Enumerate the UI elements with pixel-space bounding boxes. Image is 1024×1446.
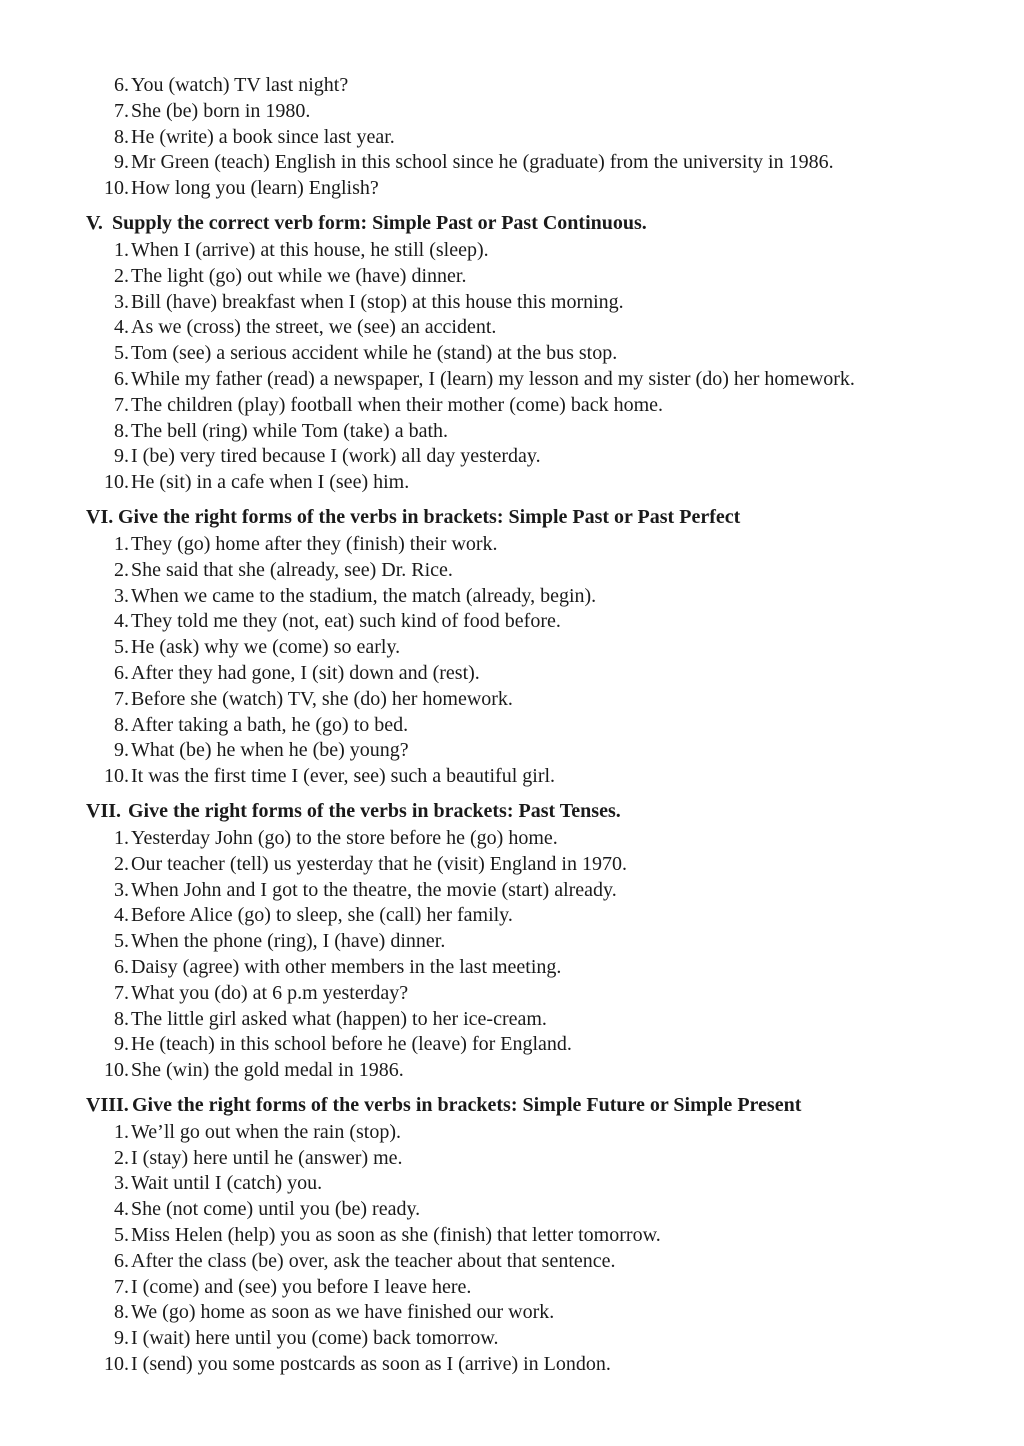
item-number: 5.	[114, 1224, 129, 1247]
item-sentence: Mr Green (teach) English in this school since he (graduate) from the university in 1986.	[131, 151, 834, 174]
item-sentence: Before Alice (go) to sleep, she (call) her family.	[131, 904, 513, 927]
exercise-item	[0, 1351, 1024, 1377]
item-number: 10.	[104, 177, 129, 200]
item-number: 8.	[114, 713, 129, 736]
exercise-item	[0, 608, 1024, 634]
intro-exercise-list	[0, 72, 1024, 201]
item-sentence: He (teach) in this school before he (leave) for England.	[131, 1033, 572, 1056]
item-number: 4.	[114, 316, 129, 339]
section-item-list	[0, 825, 1024, 1083]
exercise-item	[0, 737, 1024, 763]
item-sentence: He (sit) in a cafe when I (see) him.	[131, 471, 410, 494]
exercise-item	[0, 902, 1024, 928]
item-sentence: You (watch) TV last night?	[131, 74, 349, 96]
section-heading	[0, 797, 1024, 825]
exercise-item	[0, 1299, 1024, 1325]
section-number: VIII.	[86, 1093, 129, 1116]
exercise-item	[0, 124, 1024, 150]
exercise-item	[0, 98, 1024, 124]
exercise-item	[0, 1145, 1024, 1171]
item-number: 2.	[114, 1146, 129, 1169]
exercise-item	[0, 1170, 1024, 1196]
item-number: 5.	[114, 636, 129, 659]
section-number: V.	[86, 211, 103, 234]
item-sentence: I (be) very tired because I (work) all day yesterday.	[131, 445, 541, 468]
item-sentence: Wait until I (catch) you.	[131, 1172, 323, 1195]
item-number: 10.	[104, 765, 129, 788]
exercise-item	[0, 1031, 1024, 1057]
exercise-item	[0, 418, 1024, 444]
item-sentence: The bell (ring) while Tom (take) a bath.	[131, 419, 449, 442]
item-number: 4.	[114, 904, 129, 927]
item-sentence: After taking a bath, he (go) to bed.	[131, 713, 409, 736]
item-sentence: They (go) home after they (finish) their work.	[131, 532, 498, 555]
item-sentence: We (go) home as soon as we have finished our work.	[131, 1301, 555, 1324]
item-sentence: Before she (watch) TV, she (do) her homework.	[131, 687, 513, 710]
item-number: 4.	[114, 1198, 129, 1221]
exercise-item	[0, 1196, 1024, 1222]
item-sentence: When I (arrive) at this house, he still (sleep).	[131, 238, 489, 261]
exercise-item	[0, 1274, 1024, 1300]
item-sentence: After the class (be) over, ask the teacher about that sentence.	[131, 1249, 616, 1272]
item-sentence: She said that she (already, see) Dr. Rice.	[131, 558, 453, 581]
item-sentence: Yesterday John (go) to the store before he (go) home.	[131, 826, 558, 849]
item-number: 9.	[114, 445, 129, 468]
exercise-item	[0, 1325, 1024, 1351]
item-sentence: He (ask) why we (come) so early.	[131, 636, 401, 659]
exercise-item	[0, 366, 1024, 392]
item-sentence: As we (cross) the street, we (see) an accident.	[131, 316, 497, 339]
exercise-item	[0, 1119, 1024, 1145]
item-number: 3.	[114, 1172, 129, 1195]
exercise-item	[0, 72, 1024, 98]
item-sentence: I (send) you some postcards as soon as I (arrive) in London.	[131, 1353, 611, 1376]
item-number: 6.	[114, 1249, 129, 1272]
item-sentence: I (come) and (see) you before I leave here.	[131, 1275, 472, 1298]
item-number: 5.	[114, 930, 129, 953]
exercise-item	[0, 1006, 1024, 1032]
exercise-item	[0, 175, 1024, 201]
exercise-item	[0, 686, 1024, 712]
item-number: 10.	[104, 1059, 129, 1082]
exercise-item	[0, 851, 1024, 877]
item-number: 1.	[114, 238, 129, 261]
section-instruction: Give the right forms of the verbs in brackets: Past Tenses.	[128, 799, 621, 822]
exercise-item	[0, 340, 1024, 366]
section-instruction: Give the right forms of the verbs in brackets: Simple Future or Simple Present	[132, 1093, 802, 1116]
exercise-item	[0, 443, 1024, 469]
item-sentence: It was the first time I (ever, see) such a beautiful girl.	[131, 765, 556, 788]
item-number: 8.	[114, 125, 129, 148]
item-sentence: She (be) born in 1980.	[131, 99, 311, 122]
item-sentence: Our teacher (tell) us yesterday that he (visit) England in 1970.	[131, 852, 627, 875]
item-number: 9.	[114, 739, 129, 762]
item-number: 1.	[114, 1120, 129, 1143]
item-number: 7.	[114, 981, 129, 1004]
exercise-item	[0, 825, 1024, 851]
item-sentence: The children (play) football when their mother (come) back home.	[131, 393, 664, 416]
exercise-item	[0, 289, 1024, 315]
item-sentence: I (wait) here until you (come) back tomorrow.	[131, 1327, 499, 1350]
item-sentence: She (not come) until you (be) ready.	[131, 1198, 421, 1221]
section-item-list	[0, 237, 1024, 495]
exercise-item	[0, 928, 1024, 954]
item-number: 5.	[114, 342, 129, 365]
item-number: 7.	[114, 687, 129, 710]
item-number: 9.	[114, 1033, 129, 1056]
item-number: 1.	[114, 826, 129, 849]
exercise-item	[0, 980, 1024, 1006]
section-number: VII.	[86, 799, 122, 822]
exercise-item	[0, 1222, 1024, 1248]
item-sentence: When the phone (ring), I (have) dinner.	[131, 930, 446, 953]
exercise-item	[0, 763, 1024, 789]
exercise-item	[0, 237, 1024, 263]
section-item-list	[0, 1119, 1024, 1377]
item-number: 6.	[114, 955, 129, 978]
item-sentence: We’ll go out when the rain (stop).	[131, 1120, 401, 1143]
item-number: 6.	[114, 661, 129, 684]
item-number: 7.	[114, 1275, 129, 1298]
item-number: 8.	[114, 419, 129, 442]
exercise-item	[0, 149, 1024, 175]
item-number: 8.	[114, 1007, 129, 1030]
item-number: 9.	[114, 151, 129, 174]
item-number: 6.	[114, 367, 129, 390]
exercise-section	[0, 1091, 1024, 1377]
exercise-section	[0, 503, 1024, 789]
item-sentence: I (stay) here until he (answer) me.	[131, 1146, 403, 1169]
exercise-sections	[0, 209, 1024, 1377]
item-sentence: What (be) he when he (be) young?	[131, 739, 409, 762]
item-sentence: They told me they (not, eat) such kind of food before.	[131, 610, 561, 633]
item-number: 3.	[114, 290, 129, 313]
item-sentence: The light (go) out while we (have) dinner.	[131, 264, 467, 287]
item-number: 2.	[114, 264, 129, 287]
item-number: 10.	[104, 471, 129, 494]
exercise-section	[0, 797, 1024, 1083]
item-number: 3.	[114, 878, 129, 901]
exercise-item	[0, 392, 1024, 418]
item-sentence: She (win) the gold medal in 1986.	[131, 1059, 404, 1082]
item-sentence: Daisy (agree) with other members in the last meeting.	[131, 955, 562, 978]
item-number: 2.	[114, 558, 129, 581]
item-number: 6.	[114, 74, 129, 96]
exercise-section	[0, 209, 1024, 495]
item-sentence: He (write) a book since last year.	[131, 125, 395, 148]
exercise-item	[0, 557, 1024, 583]
item-number: 3.	[114, 584, 129, 607]
item-sentence: While my father (read) a newspaper, I (learn) my lesson and my sister (do) her homework.	[131, 367, 855, 390]
section-instruction: Give the right forms of the verbs in brackets: Simple Past or Past Perfect	[118, 505, 741, 528]
section-instruction: Supply the correct verb form: Simple Past or Past Continuous.	[112, 211, 647, 234]
section-number: VI.	[86, 505, 114, 528]
item-number: 4.	[114, 610, 129, 633]
section-item-list	[0, 531, 1024, 789]
item-sentence: Bill (have) breakfast when I (stop) at this house this morning.	[131, 290, 624, 313]
item-sentence: Tom (see) a serious accident while he (stand) at the bus stop.	[131, 342, 618, 365]
item-number: 10.	[104, 1353, 129, 1376]
item-sentence: When John and I got to the theatre, the movie (start) already.	[131, 878, 617, 901]
item-sentence: When we came to the stadium, the match (already, begin).	[131, 584, 597, 607]
exercise-item	[0, 314, 1024, 340]
item-sentence: What you (do) at 6 p.m yesterday?	[131, 981, 409, 1004]
exercise-item	[0, 634, 1024, 660]
worksheet-document	[0, 72, 1024, 1377]
exercise-item	[0, 877, 1024, 903]
item-sentence: How long you (learn) English?	[131, 177, 379, 200]
item-number: 8.	[114, 1301, 129, 1324]
item-number: 7.	[114, 393, 129, 416]
exercise-item	[0, 1057, 1024, 1083]
exercise-item	[0, 954, 1024, 980]
section-heading	[0, 209, 1024, 237]
section-heading	[0, 503, 1024, 531]
exercise-item	[0, 660, 1024, 686]
section-heading	[0, 1091, 1024, 1119]
item-number: 2.	[114, 852, 129, 875]
item-number: 7.	[114, 99, 129, 122]
exercise-item	[0, 531, 1024, 557]
exercise-item	[0, 712, 1024, 738]
item-number: 9.	[114, 1327, 129, 1350]
exercise-item	[0, 1248, 1024, 1274]
exercise-item	[0, 469, 1024, 495]
item-sentence: Miss Helen (help) you as soon as she (finish) that letter tomorrow.	[131, 1224, 661, 1247]
item-sentence: The little girl asked what (happen) to her ice-cream.	[131, 1007, 547, 1030]
exercise-item	[0, 583, 1024, 609]
item-number: 1.	[114, 532, 129, 555]
exercise-item	[0, 263, 1024, 289]
item-sentence: After they had gone, I (sit) down and (rest).	[131, 661, 480, 684]
